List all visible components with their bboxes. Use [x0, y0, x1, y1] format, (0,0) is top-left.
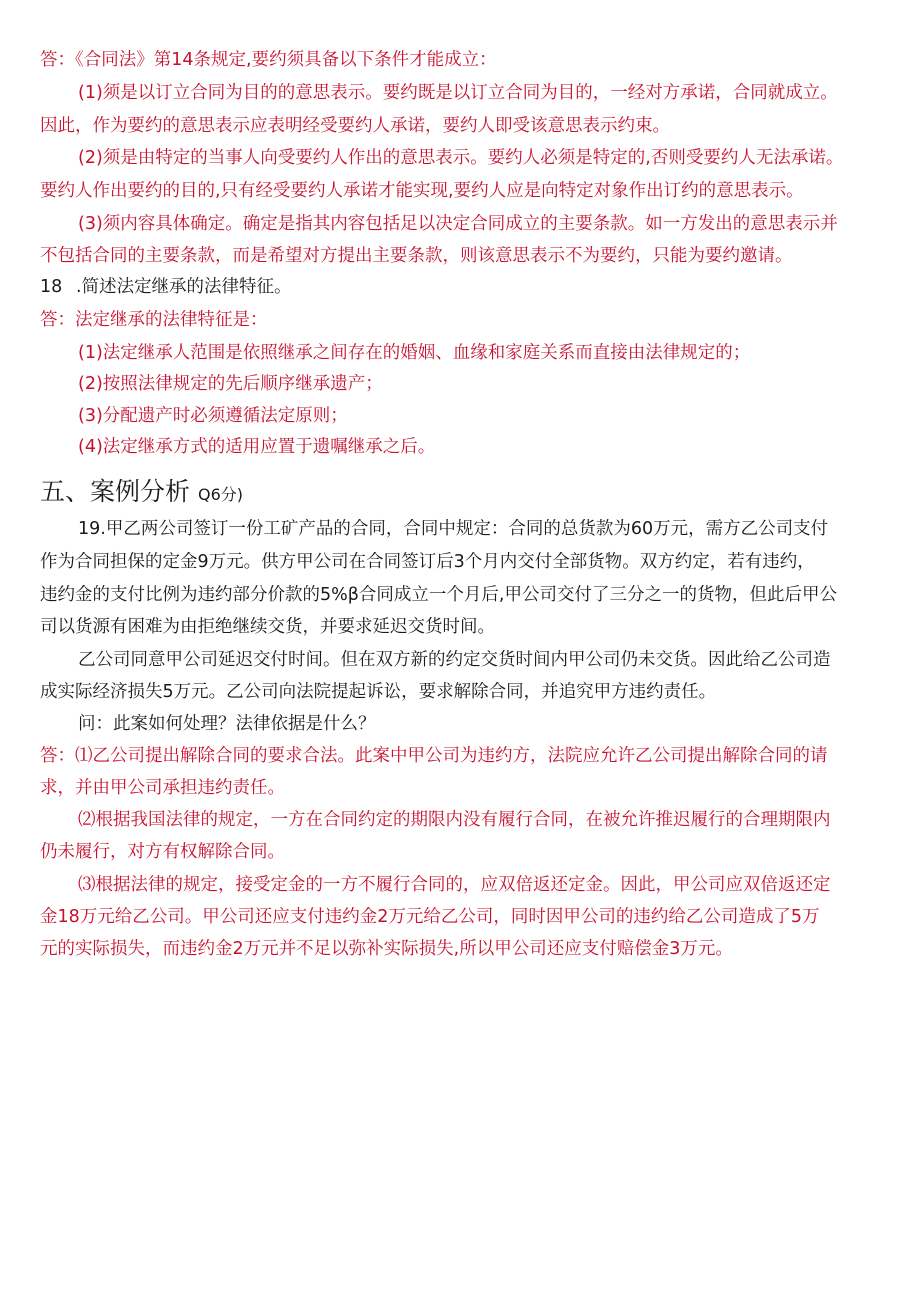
question-18-text: .简述法定继承的法律特征。	[76, 277, 292, 297]
answer-17-point-1-line-1: (1)须是以订立合同为目的的意思表示。要约既是以订立合同为目的，一经对方承诺，合同就成立。	[78, 83, 838, 103]
answer-19-line-1: 答：⑴乙公司提出解除合同的要求合法。此案中甲公司为违约方，法院应允许乙公司提出解除合同的请	[40, 746, 828, 766]
section-5-score: Q6分)	[197, 485, 243, 504]
answer-17-point-1-line-2: 因此，作为要约的意思表示应表明经受要约人承诺，要约人即受该意思表示约束。	[40, 116, 670, 136]
question-19-question: 问：此案如何处理？法律依据是什么？	[78, 714, 376, 734]
answer-17-point-3-line-1: (3)须内容具体确定。确定是指其内容包括足以决定合同成立的主要条款。如一方发出的意思表示并	[78, 214, 838, 234]
answer-17-point-2-line-1: (2)须是由特定的当事人向受要约人作出的意思表示。要约人必须是特定的,否则受要约人无法承诺。	[78, 148, 844, 168]
section-5-heading	[40, 472, 910, 512]
question-19-line-5: 乙公司同意甲公司延迟交付时间。但在双方新的约定交货时间内甲公司仍未交货。因此给乙公司造	[78, 650, 831, 670]
section-5-title: 五、案例分析	[40, 477, 191, 506]
question-18-number: 18	[40, 277, 63, 297]
answer-18-item-1: (1)法定继承人范围是依照继承之间存在的婚姻、血缘和家庭关系而直接由法律规定的；	[78, 343, 751, 363]
answer-17-point-2-line-2: 要约人作出要约的目的,只有经受要约人承诺才能实现,要约人应是向特定对象作出订约的意思表示。	[40, 181, 804, 201]
answer-18-item-2: (2)按照法律规定的先后顺序继承遗产；	[78, 374, 383, 394]
question-19-line-4: 司以货源有困难为由拒绝继续交货，并要求延迟交货时间。	[40, 617, 495, 637]
answer-19-line-2: 求，并由甲公司承担违约责任。	[40, 778, 285, 798]
question-19-line-1: 19.甲乙两公司签订一份工矿产品的合同，合同中规定：合同的总货款为60万元，需方乙公司支付	[78, 519, 829, 539]
answer-19-line-7: 元的实际损失，而违约金2万元并不足以弥补实际损失,所以甲公司还应支付赔偿金3万元。	[40, 939, 733, 959]
answer-18-item-4: (4)法定继承方式的适用应置于遗嘱继承之后。	[78, 437, 436, 457]
answer-17-intro: 答：《合同法》第14条规定,要约须具备以下条件才能成立：	[40, 50, 497, 70]
question-19-line-2: 作为合同担保的定金9万元。供方甲公司在合同签订后3个月内交付全部货物。双方约定，若有违约，	[40, 552, 815, 572]
question-19-line-6: 成实际经济损失5万元。乙公司向法院提起诉讼，要求解除合同，并追究甲方违约责任。	[40, 682, 717, 702]
answer-18-intro: 答：法定继承的法律特征是：	[40, 310, 268, 330]
answer-17-point-3-line-2: 不包括合同的主要条款，而是希望对方提出主要条款，则该意思表示不为要约，只能为要约邀请。	[40, 246, 793, 266]
answer-19-line-4: 仍未履行，对方有权解除合同。	[40, 842, 285, 862]
answer-19-line-6: 金18万元给乙公司。甲公司还应支付违约金2万元给乙公司，同时因甲公司的违约给乙公司造成了5万	[40, 907, 820, 927]
answer-19-line-3: ⑵根据我国法律的规定，一方在合同约定的期限内没有履行合同，在被允许推迟履行的合理期限内	[78, 810, 831, 830]
answer-19-line-5: ⑶根据法律的规定，接受定金的一方不履行合同的，应双倍返还定金。因此，甲公司应双倍返还定	[78, 875, 831, 895]
question-19-line-3: 违约金的支付比例为违约部分价款的5%β合同成立一个月后,甲公司交付了三分之一的货物，但此后甲公	[40, 585, 837, 605]
answer-18-item-3: (3)分配遗产时必须遵循法定原则；	[78, 406, 348, 426]
